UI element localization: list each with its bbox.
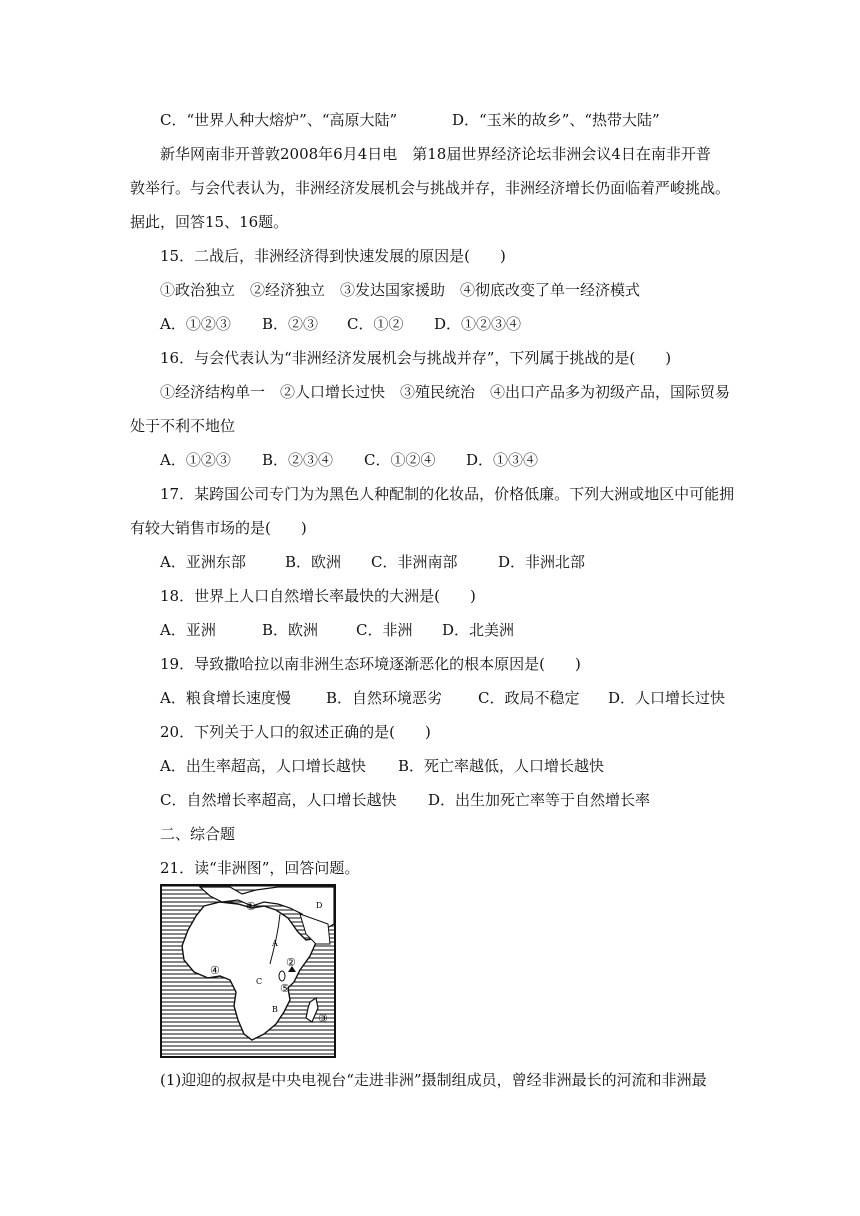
question-21-stem: 21．读“非洲图”，回答问题。 — [160, 859, 360, 877]
map-label-5: ⑤ — [280, 982, 290, 995]
question-20-option-c: C．自然增长率超高，人口增长越快 — [160, 791, 397, 809]
question-17-option-a: A．亚洲东部 — [160, 553, 246, 571]
question-18-option-c: C．非洲 — [356, 621, 413, 639]
question-19-option-c: C．政局不稳定 — [478, 689, 580, 707]
question-15-option-b: B．②③ — [262, 315, 319, 333]
question-18-stem: 18．世界上人口自然增长率最快的大洲是( ) — [160, 587, 476, 605]
passage-line: 新华网南非开普敦2008年6月4日电 第18届世界经济论坛非洲会议4日在南非开普 — [160, 145, 711, 163]
question-17-stem-cont: 有较大销售市场的是( ) — [130, 519, 307, 537]
question-18-option-a: A．亚洲 — [160, 621, 216, 639]
question-19-option-b: B．自然环境恶劣 — [326, 689, 443, 707]
map-label-3: ③ — [318, 1012, 328, 1025]
question-19-stem: 19．导致撒哈拉以南非洲生态环境逐渐恶化的根本原因是( ) — [160, 655, 581, 673]
question-16-option-a: A．①②③ — [160, 451, 231, 469]
question-17-option-d: D．非洲北部 — [498, 553, 586, 571]
question-15-option-d: D．①②③④ — [434, 315, 522, 333]
question-20-option-a: A．出生率超高，人口增长越快 — [160, 757, 366, 775]
map-label-d: D — [316, 901, 323, 910]
question-16-stem: 16．与会代表认为“非洲经济发展机会与挑战并存”，下列属于挑战的是( ) — [160, 349, 672, 367]
map-label-1: ① — [246, 900, 256, 913]
prev-option-d: D．“玉米的故乡”、“热带大陆” — [452, 111, 660, 129]
question-15-option-a: A．①②③ — [160, 315, 231, 333]
africa-map-figure — [160, 884, 336, 1058]
question-17-option-c: C．非洲南部 — [371, 553, 458, 571]
map-label-4: ④ — [210, 964, 220, 977]
question-20-option-d: D．出生加死亡率等于自然增长率 — [428, 791, 651, 809]
question-16-items-cont: 处于不利不地位 — [130, 417, 236, 435]
section-heading: 二、综合题 — [160, 825, 236, 843]
question-21-sub-1: (1)迎迎的叔叔是中央电视台“走进非洲”摄制组成员，曾经非洲最长的河流和非洲最 — [160, 1071, 707, 1089]
map-label-2: ② — [286, 956, 296, 969]
question-15-option-c: C．①② — [347, 315, 404, 333]
question-16-option-d: D．①③④ — [466, 451, 539, 469]
question-20-stem: 20．下列关于人口的叙述正确的是( ) — [160, 723, 431, 741]
question-16-option-b: B．②③④ — [262, 451, 334, 469]
question-18-option-d: D．北美洲 — [442, 621, 515, 639]
map-label-a: A — [272, 939, 278, 948]
map-label-c: C — [256, 977, 263, 986]
map-label-b: B — [272, 1005, 278, 1014]
question-17-option-b: B．欧洲 — [285, 553, 342, 571]
question-19-option-a: A．粮食增长速度慢 — [160, 689, 291, 707]
prev-option-c: C．“世界人种大熔炉”、“高原大陆” — [160, 111, 398, 129]
question-15-items: ①政治独立 ②经济独立 ③发达国家援助 ④彻底改变了单一经济模式 — [160, 281, 641, 299]
question-16-items: ①经济结构单一 ②人口增长过快 ③殖民统治 ④出口产品多为初级产品，国际贸易 — [160, 383, 731, 401]
passage-line: 据此，回答15、16题。 — [130, 213, 289, 231]
question-18-option-b: B．欧洲 — [262, 621, 319, 639]
question-15-stem: 15．二战后，非洲经济得到快速发展的原因是( ) — [160, 247, 506, 265]
question-20-option-b: B．死亡率越低，人口增长越快 — [398, 757, 605, 775]
question-16-option-c: C．①②④ — [364, 451, 436, 469]
passage-line: 敦举行。与会代表认为，非洲经济发展机会与挑战并存，非洲经济增长仍面临着严峻挑战。 — [130, 179, 731, 197]
question-17-stem: 17．某跨国公司专门为为黑色人种配制的化妆品，价格低廉。下列大洲或地区中可能拥 — [160, 485, 735, 503]
question-19-option-d: D．人口增长过快 — [608, 689, 726, 707]
